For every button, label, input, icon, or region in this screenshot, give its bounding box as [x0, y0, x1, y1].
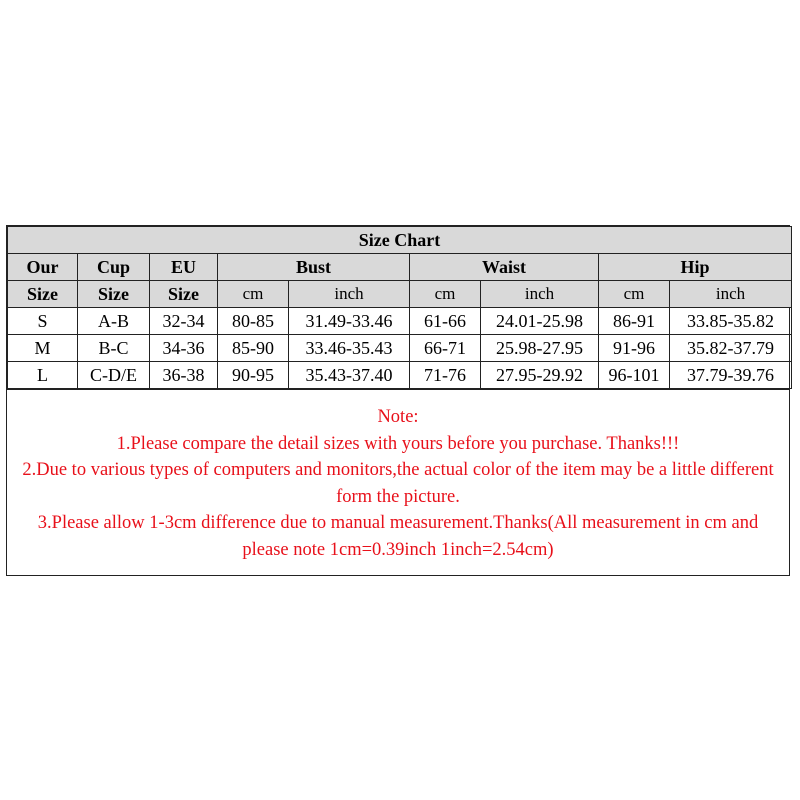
- table-cell: B-C: [78, 335, 150, 362]
- table-cell: A-B: [78, 308, 150, 335]
- size-table: [7, 226, 792, 389]
- table-cell: 31.49-33.46: [289, 308, 410, 335]
- chart-title: Size Chart: [8, 227, 792, 254]
- table-cell: 24.01-25.98: [481, 308, 599, 335]
- waist-inch-unit: inch: [481, 281, 599, 308]
- table-cell: 61-66: [410, 308, 481, 335]
- bust-inch-unit: inch: [289, 281, 410, 308]
- table-cell: 85-90: [218, 335, 289, 362]
- table-cell: L: [8, 362, 78, 389]
- table-cell: 66-71: [410, 335, 481, 362]
- table-cell: 71-76: [410, 362, 481, 389]
- table-cell: 86-91: [599, 308, 670, 335]
- table-row: [8, 308, 792, 335]
- waist-cm-unit: cm: [410, 281, 481, 308]
- note-line-3: 3.Please allow 1-3cm difference due to manual measurement.Thanks(All measurement in cm and please note 1cm=0.39inch 1inch=2.54cm): [37, 513, 759, 560]
- unit-row: [8, 281, 792, 308]
- size-chart: [6, 225, 790, 576]
- table-cell: S: [8, 308, 78, 335]
- bust-cm-unit: cm: [218, 281, 289, 308]
- table-cell: 37.79-39.76: [670, 362, 792, 389]
- table-cell: 35.43-37.40: [289, 362, 410, 389]
- note-line-1: 1.Please compare the detail sizes with yours before you purchase. Thanks!!!: [116, 433, 680, 454]
- table-cell: M: [8, 335, 78, 362]
- table-cell: 34-36: [150, 335, 218, 362]
- hip-inch-unit: inch: [670, 281, 792, 308]
- table-row: [8, 362, 792, 389]
- our-size-header-top: Our: [8, 254, 78, 281]
- cup-size-header-top: Cup: [78, 254, 150, 281]
- eu-size-header-bottom: Size: [150, 281, 218, 308]
- table-cell: 35.82-37.79: [670, 335, 792, 362]
- waist-header: Waist: [410, 254, 599, 281]
- table-cell: 80-85: [218, 308, 289, 335]
- note-heading: Note:: [377, 407, 419, 427]
- cup-size-header-bottom: Size: [78, 281, 150, 308]
- table-row: [8, 335, 792, 362]
- table-cell: 27.95-29.92: [481, 362, 599, 389]
- table-cell: 96-101: [599, 362, 670, 389]
- table-cell: C-D/E: [78, 362, 150, 389]
- note-line-2: 2.Due to various types of computers and monitors,the actual color of the item may be a little different form the picture.: [22, 460, 774, 507]
- title-row: [8, 227, 792, 254]
- hip-header: Hip: [599, 254, 792, 281]
- notes-section: [7, 389, 789, 575]
- eu-size-header-top: EU: [150, 254, 218, 281]
- our-size-header-bottom: Size: [8, 281, 78, 308]
- hip-cm-unit: cm: [599, 281, 670, 308]
- table-cell: 90-95: [218, 362, 289, 389]
- table-cell: 25.98-27.95: [481, 335, 599, 362]
- table-cell: 91-96: [599, 335, 670, 362]
- header-row: [8, 254, 792, 281]
- table-cell: 36-38: [150, 362, 218, 389]
- bust-header: Bust: [218, 254, 410, 281]
- table-cell: 33.85-35.82: [670, 308, 792, 335]
- table-cell: 32-34: [150, 308, 218, 335]
- table-cell: 33.46-35.43: [289, 335, 410, 362]
